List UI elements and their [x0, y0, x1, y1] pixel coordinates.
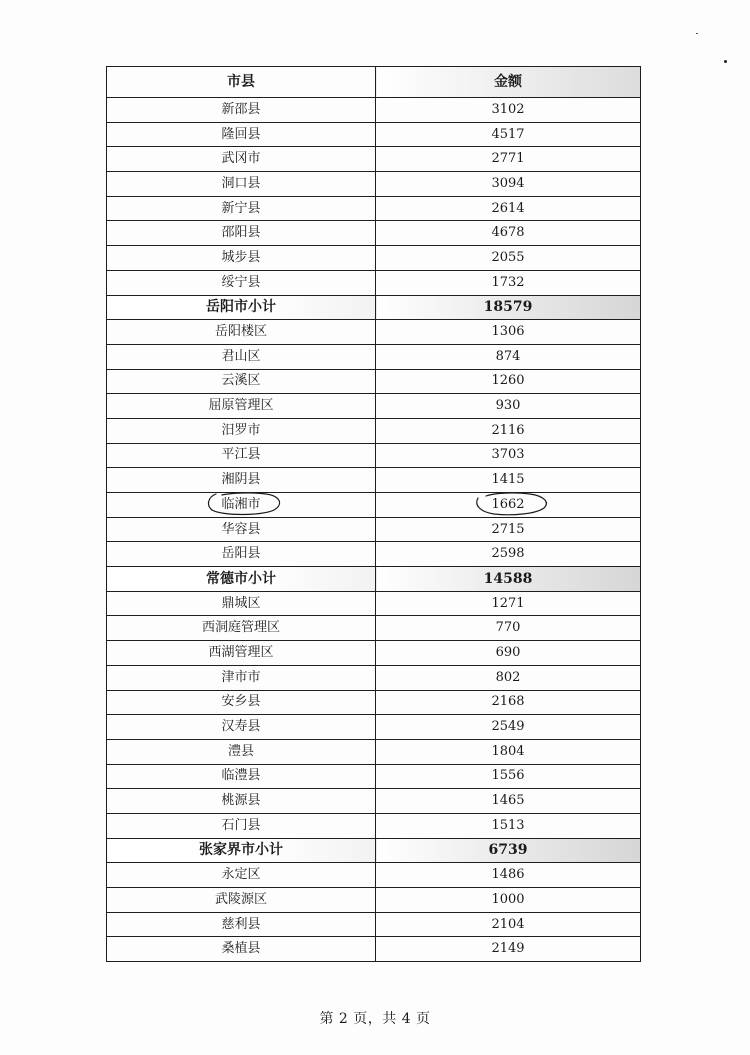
amount-cell: 1260 [376, 369, 641, 394]
region-cell: 邵阳县 [107, 221, 376, 246]
table-row [107, 517, 641, 542]
header-region: 市县 [107, 67, 376, 98]
table-row [107, 468, 641, 493]
region-cell: 澧县 [107, 739, 376, 764]
table-row [107, 912, 641, 937]
amount-cell: 6739 [376, 838, 641, 863]
amount-cell: 14588 [376, 567, 641, 592]
amount-cell: 1732 [376, 270, 641, 295]
amount-cell: 874 [376, 344, 641, 369]
page-number-footer: 第 2 页，共 4 页 [319, 1011, 431, 1027]
amount-cell: 690 [376, 641, 641, 666]
table-row [107, 813, 641, 838]
table-row [107, 665, 641, 690]
table-body [107, 98, 641, 962]
circled-value [491, 494, 524, 516]
table-row [107, 443, 641, 468]
amount-cell: 4517 [376, 122, 641, 147]
table-row [107, 344, 641, 369]
table-row [107, 789, 641, 814]
header-amount: 金额 [376, 67, 641, 98]
circled-value [221, 494, 260, 516]
amount-cell: 930 [376, 394, 641, 419]
region-cell: 洞口县 [107, 172, 376, 197]
region-cell: 岳阳楼区 [107, 320, 376, 345]
amount-cell: 2614 [376, 196, 641, 221]
region-cell: 永定区 [107, 863, 376, 888]
scan-speck [724, 60, 727, 63]
table-row [107, 863, 641, 888]
region-cell: 屈原管理区 [107, 394, 376, 419]
region-cell: 城步县 [107, 246, 376, 271]
scan-speck [696, 33, 698, 34]
amount-cell: 3094 [376, 172, 641, 197]
amount-cell: 3102 [376, 98, 641, 123]
region-cell: 湘阴县 [107, 468, 376, 493]
table-row [107, 172, 641, 197]
region-cell: 新宁县 [107, 196, 376, 221]
region-cell: 津市市 [107, 665, 376, 690]
region-cell: 桃源县 [107, 789, 376, 814]
table-row [107, 739, 641, 764]
region-cell: 西湖管理区 [107, 641, 376, 666]
amount-cell: 2549 [376, 715, 641, 740]
amount-cell: 1804 [376, 739, 641, 764]
subtotal-row [107, 567, 641, 592]
amount-cell: 1513 [376, 813, 641, 838]
table-row [107, 320, 641, 345]
region-cell: 武冈市 [107, 147, 376, 172]
region-cell: 云溪区 [107, 369, 376, 394]
amount-cell: 3703 [376, 443, 641, 468]
region-cell [107, 493, 376, 518]
region-cell: 汨罗市 [107, 418, 376, 443]
region-cell: 汉寿县 [107, 715, 376, 740]
region-cell: 绥宁县 [107, 270, 376, 295]
amount-cell: 2104 [376, 912, 641, 937]
amount-cell: 770 [376, 616, 641, 641]
amount-cell: 1306 [376, 320, 641, 345]
table-row [107, 98, 641, 123]
amount-cell: 2149 [376, 937, 641, 962]
amount-cell: 2055 [376, 246, 641, 271]
region-cell: 张家界市小计 [107, 838, 376, 863]
region-cell: 岳阳县 [107, 542, 376, 567]
region-cell: 华容县 [107, 517, 376, 542]
table-row [107, 394, 641, 419]
amount-cell: 1271 [376, 591, 641, 616]
region-cell: 岳阳市小计 [107, 295, 376, 320]
region-cell: 慈利县 [107, 912, 376, 937]
table-row [107, 616, 641, 641]
region-cell: 武陵源区 [107, 888, 376, 913]
amount-cell [376, 493, 641, 518]
region-name: 临湘市 [221, 496, 261, 512]
amount-cell: 2771 [376, 147, 641, 172]
amount-cell: 802 [376, 665, 641, 690]
amount-cell: 1415 [376, 468, 641, 493]
amount-cell: 18579 [376, 295, 641, 320]
table-row [107, 493, 641, 518]
amount-cell: 2168 [376, 690, 641, 715]
table-header-row [107, 67, 641, 98]
amount-cell: 2715 [376, 517, 641, 542]
table-row [107, 542, 641, 567]
subtotal-row [107, 295, 641, 320]
table-row [107, 196, 641, 221]
region-cell: 临澧县 [107, 764, 376, 789]
amount-cell: 1556 [376, 764, 641, 789]
amount-cell: 2116 [376, 418, 641, 443]
amount-value: 1662 [491, 496, 525, 512]
table-row [107, 937, 641, 962]
table-row [107, 122, 641, 147]
table-row [107, 888, 641, 913]
table-row [107, 418, 641, 443]
table-row [107, 147, 641, 172]
table-row [107, 246, 641, 271]
table-row [107, 221, 641, 246]
amount-cell: 1486 [376, 863, 641, 888]
region-cell: 西洞庭管理区 [107, 616, 376, 641]
region-cell: 石门县 [107, 813, 376, 838]
region-cell: 鼎城区 [107, 591, 376, 616]
amount-table [106, 66, 641, 962]
region-cell: 常德市小计 [107, 567, 376, 592]
region-cell: 君山区 [107, 344, 376, 369]
table-row [107, 715, 641, 740]
region-cell: 平江县 [107, 443, 376, 468]
table-row [107, 591, 641, 616]
amount-cell: 1000 [376, 888, 641, 913]
amount-cell: 1465 [376, 789, 641, 814]
amount-cell: 2598 [376, 542, 641, 567]
table-row [107, 270, 641, 295]
table-row [107, 690, 641, 715]
table-row [107, 641, 641, 666]
region-cell: 新邵县 [107, 98, 376, 123]
table-row [107, 764, 641, 789]
region-cell: 桑植县 [107, 937, 376, 962]
amount-cell: 4678 [376, 221, 641, 246]
table-row [107, 369, 641, 394]
region-cell: 隆回县 [107, 122, 376, 147]
region-cell: 安乡县 [107, 690, 376, 715]
subtotal-row [107, 838, 641, 863]
